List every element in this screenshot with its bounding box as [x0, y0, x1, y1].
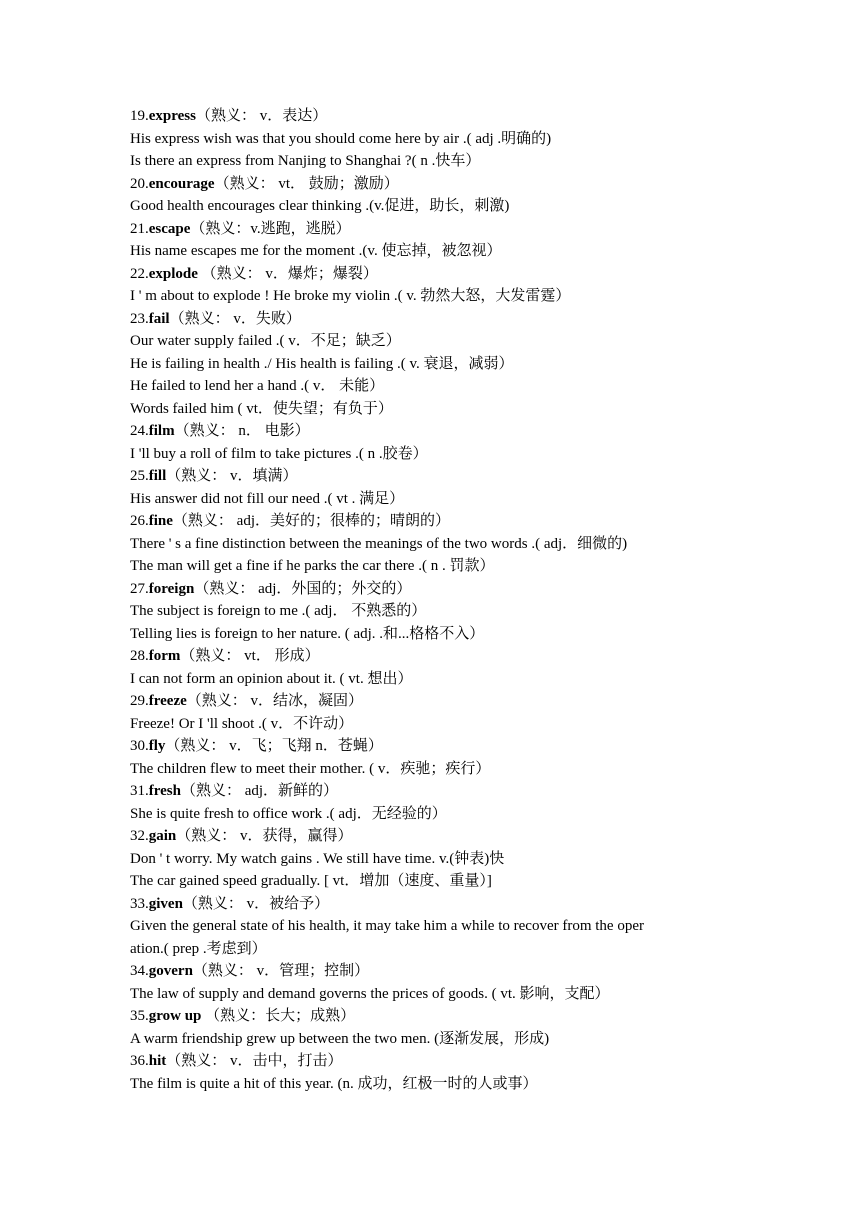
entry-word: fresh: [148, 783, 181, 799]
example-sentence: I ' m about to explode ! He broke my violin .( v. 勃然大怒，大发雷霆）: [130, 288, 571, 304]
entry-number: 22.: [130, 265, 149, 282]
entry-number: 25.: [130, 468, 149, 484]
entry-number: 29.: [130, 693, 149, 709]
entry-number: 30.: [130, 738, 149, 754]
entry-number: 33.: [130, 895, 149, 912]
entry-heading: [130, 825, 740, 848]
example-sentence: Telling lies is foreign to her nature. ( adj. .和...格格不入）: [130, 625, 485, 642]
entry-number: 28.: [130, 648, 149, 664]
example-sentence: Good health encourages clear thinking .(v.促进，助长，刺激): [130, 198, 510, 214]
entry-heading: [130, 578, 740, 601]
entry-word: gain: [148, 828, 177, 844]
entry-number: 26.: [130, 513, 149, 529]
entry-word: film: [148, 423, 175, 439]
entry-heading: [130, 510, 740, 533]
entry-word: given: [148, 895, 183, 912]
example-sentence: The car gained speed gradually. [ vt．增加（速度、重量）]: [130, 873, 492, 889]
entry-heading: [130, 645, 740, 668]
entry-common-meaning: （熟义： v．失败）: [169, 310, 301, 327]
entry-word: foreign: [148, 580, 195, 597]
entry-common-meaning: （熟义： adj．外国的；外交的）: [194, 580, 412, 597]
entry-number: 27.: [130, 580, 149, 597]
entry-word: hit: [148, 1053, 167, 1069]
entry-word: encourage: [148, 175, 215, 192]
example-sentence: The subject is foreign to me .( adj． 不熟悉的）: [130, 603, 427, 619]
entry-number: 34.: [130, 963, 149, 979]
example-sentence: I 'll buy a roll of film to take pictures .( n .胶卷）: [130, 445, 428, 462]
example-sentence: Is there an express from Nanjing to Shanghai ?( n .快车）: [130, 153, 481, 169]
example-sentence: Freeze! Or I 'll shoot .( v．不许动）: [130, 715, 354, 732]
entry-number: 32.: [130, 828, 149, 844]
example-sentence: Our water supply failed .( v．不足；缺乏）: [130, 333, 401, 349]
entry-heading: [130, 735, 740, 758]
entry-common-meaning: （熟义： adj．新鲜的）: [180, 783, 339, 799]
example-sentence: Don ' t worry. My watch gains . We still have time. v.(钟表)快: [130, 850, 505, 867]
entry-number: 31.: [130, 783, 149, 799]
entry-word: escape: [148, 220, 191, 237]
entry-word: freeze: [148, 693, 187, 709]
vocabulary-list: [130, 105, 740, 1095]
entry-heading: [130, 780, 740, 803]
entry-heading: [130, 173, 740, 196]
entry-word: express: [148, 108, 196, 124]
entry-word: fail: [148, 310, 170, 327]
entry-common-meaning: （熟义： v．飞；飞翔 n．苍蝇）: [165, 738, 383, 754]
entry-word: govern: [148, 963, 193, 979]
example-sentence: The law of supply and demand governs the prices of goods. ( vt. 影响，支配）: [130, 985, 610, 1002]
entry-common-meaning: （熟义： adj．美好的；很棒的；晴朗的）: [172, 513, 450, 529]
example-sentence: Words failed him ( vt．使失望；有负于）: [130, 400, 393, 417]
example-sentence: The film is quite a hit of this year. (n. 成功，红极一时的人或事）: [130, 1075, 538, 1092]
example-sentence: The man will get a fine if he parks the car there .( n . 罚款）: [130, 558, 495, 574]
example-sentence: The children flew to meet their mother. ( v．疾驰；疾行）: [130, 760, 491, 777]
entry-common-meaning: （熟义： vt． 形成）: [180, 648, 320, 664]
entry-heading: [130, 105, 740, 128]
entry-number: 24.: [130, 423, 149, 439]
entry-word: explode: [148, 265, 198, 282]
example-sentence: His answer did not fill our need .( vt . 满足）: [130, 490, 405, 507]
entry-heading: [130, 893, 740, 916]
entry-heading: [130, 218, 740, 241]
entry-word: fine: [148, 513, 173, 529]
entry-common-meaning: （熟义： v．结冰，凝固）: [186, 693, 364, 709]
example-sentence: His name escapes me for the moment .(v. 使忘掉，被忽视）: [130, 243, 502, 259]
example-sentence: He is failing in health ./ His health is failing .( v. 衰退，减弱）: [130, 355, 514, 372]
entry-common-meaning: （熟义：v.逃跑，逃脱）: [190, 220, 351, 237]
example-sentence: Given the general state of his health, it may take him a while to recover from the oper: [130, 918, 644, 934]
example-sentence: He failed to lend her a hand .( v． 未能）: [130, 378, 385, 394]
example-sentence: There ' s a fine distinction between the meanings of the two words .( adj．细微的): [130, 535, 628, 552]
entry-number: 23.: [130, 310, 149, 327]
entry-common-meaning: （熟义：长大；成熟）: [201, 1008, 356, 1024]
entry-common-meaning: （熟义： vt． 鼓励；激励）: [214, 175, 399, 192]
entry-number: 21.: [130, 220, 149, 237]
entry-common-meaning: （熟义： v．管理；控制）: [192, 963, 370, 979]
entry-heading: [130, 690, 740, 713]
entry-common-meaning: （熟义： v．被给予）: [182, 895, 330, 912]
entry-heading: [130, 1005, 740, 1028]
entry-number: 20.: [130, 175, 149, 192]
entry-number: 35.: [130, 1008, 149, 1024]
entry-heading: [130, 263, 740, 286]
entry-word: fly: [148, 738, 166, 754]
example-sentence: A warm friendship grew up between the two men. (逐渐发展，形成): [130, 1030, 550, 1047]
entry-common-meaning: （熟义： v．填满）: [166, 468, 298, 484]
entry-heading: [130, 1050, 740, 1073]
entry-number: 36.: [130, 1053, 149, 1069]
example-sentence: She is quite fresh to office work .( adj．无经验的）: [130, 805, 447, 822]
entry-word: grow up: [148, 1008, 202, 1024]
entry-heading: [130, 420, 740, 443]
entry-common-meaning: （熟义： n． 电影）: [174, 423, 310, 439]
example-sentence: His express wish was that you should come here by air .( adj .明确的): [130, 130, 552, 147]
entry-heading: [130, 308, 740, 331]
entry-number: 19.: [130, 108, 149, 124]
entry-heading: [130, 465, 740, 488]
entry-common-meaning: （熟义： v．获得，赢得）: [176, 828, 353, 844]
example-sentence: ation.( prep .考虑到）: [130, 940, 267, 957]
entry-heading: [130, 960, 740, 983]
entry-common-meaning: （熟义： v．击中，打击）: [166, 1053, 343, 1069]
entry-word: fill: [148, 468, 167, 484]
entry-common-meaning: （熟义： v．爆炸；爆裂）: [197, 265, 378, 282]
example-sentence: I can not form an opinion about it. ( vt. 想出）: [130, 670, 413, 687]
entry-common-meaning: （熟义： v．表达）: [195, 108, 328, 124]
entry-word: form: [148, 648, 181, 664]
